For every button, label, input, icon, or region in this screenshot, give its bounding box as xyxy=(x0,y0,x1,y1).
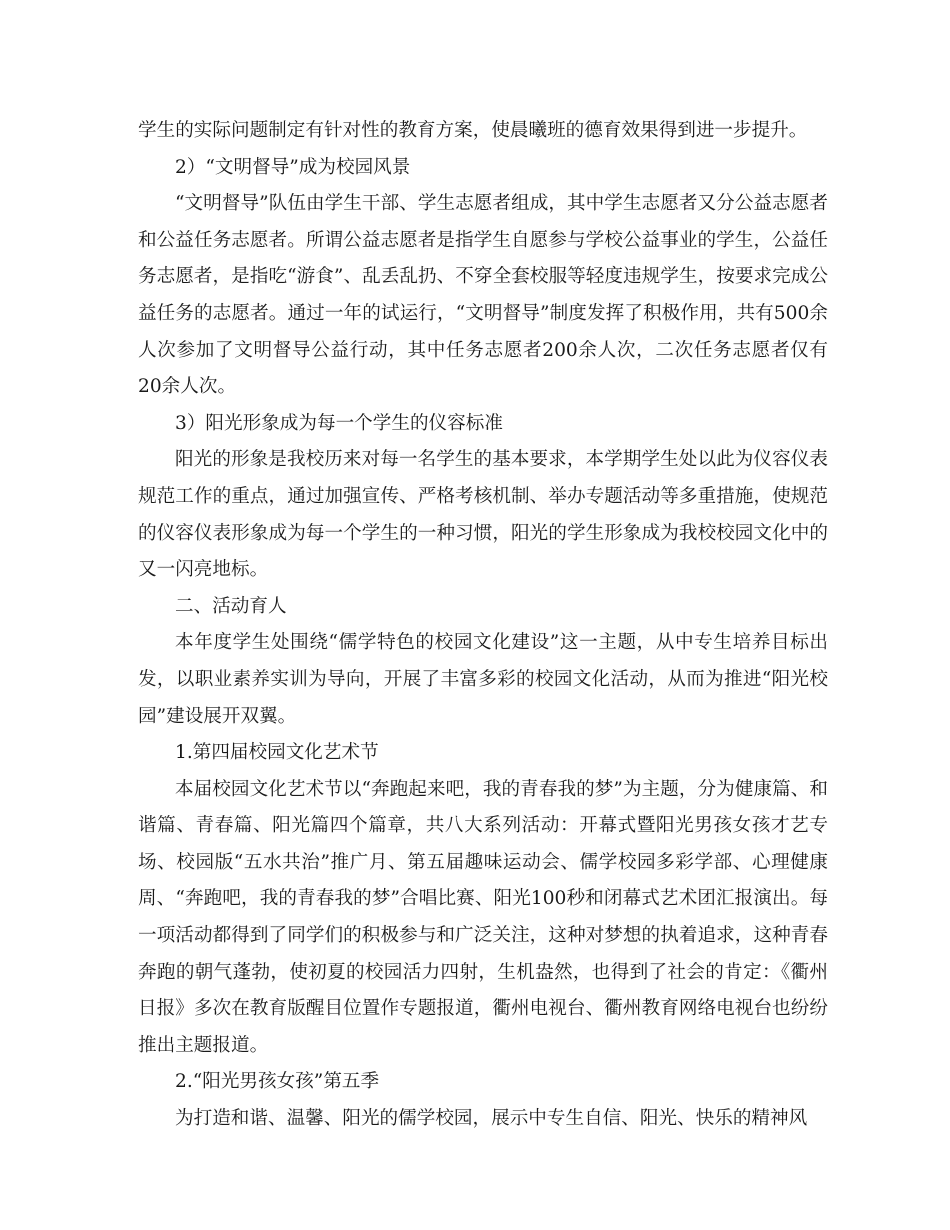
paragraph-continuation: 学生的实际问题制定有针对性的教育方案，使晨曦班的德育效果得到进一步提升。 xyxy=(138,120,808,141)
paragraph-civility-supervision: “文明督导”队伍由学生干部、学生志愿者组成，其中学生志愿者又分公益志愿者和公益任务志愿者。所谓公益志愿者是指学生自愿参与学校公益事业的学生，公益任务志愿者，是指吃“游食”、乱丢乱扔、不穿全套校服等轻度违规学生，按要求完成公益任务的志愿者。通过一年的试运行，“文明督导”制度发挥了积极作用，共有500余人次参加了文明督导公益行动，其中任务志愿者200余人次，二次任务志愿者仅有20余人次。 xyxy=(138,193,828,398)
paragraph-activity-education: 本年度学生处围绕“儒学特色的校园文化建设”这一主题，从中专生培养目标出发，以职业素养实训为导向，开展了丰富多彩的校园文化活动，从而为推进“阳光校园”建设展开双翼。 xyxy=(138,632,828,727)
heading-activity-education: 二、活动育人 xyxy=(175,595,287,617)
heading-sunshine-boys-girls: 2.“阳光男孩女孩”第五季 xyxy=(175,1071,380,1093)
heading-sunshine-image: 3）阳光形象成为每一个学生的仪容标准 xyxy=(175,412,503,434)
heading-arts-festival: 1.第四届校园文化艺术节 xyxy=(175,742,379,764)
paragraph-arts-festival: 本届校园文化艺术节以“奔跑起来吧，我的青春我的梦”为主题，分为健康篇、和谐篇、青春篇、阳光篇四个篇章，共八大系列活动：开幕式暨阳光男孩女孩才艺专场、校园版“五水共治”推广月、第五届趣味运动会、儒学校园多彩学部、心理健康周、“奔跑吧，我的青春我的梦”合唱比赛、阳光100秒和闭幕式艺术团汇报演出。每一项活动都得到了同学们的积极参与和广泛关注，这种对梦想的执着追求，这种青春奔跑的朝气蓬勃，使初夏的校园活力四射，生机盎然，也得到了社会的肯定：《衢州日报》多次在教育版醒目位置作专题报道，衢州电视台、衢州教育网络电视台也纷纷推出主题报道。 xyxy=(138,778,828,1056)
document-body xyxy=(138,113,828,1138)
paragraph-sunshine-image: 阳光的形象是我校历来对每一名学生的基本要求，本学期学生处以此为仪容仪表规范工作的重点，通过加强宣传、严格考核机制、举办专题活动等多重措施，使规范的仪容仪表形象成为每一个学生的一种习惯，阳光的学生形象成为我校校园文化中的又一闪亮地标。 xyxy=(138,449,828,581)
heading-civility-supervision: 2）“文明督导”成为校园风景 xyxy=(175,156,411,178)
paragraph-sunshine-boys-girls: 为打造和谐、温馨、阳光的儒学校园，展示中专生自信、阳光、快乐的精神风 xyxy=(175,1108,808,1130)
